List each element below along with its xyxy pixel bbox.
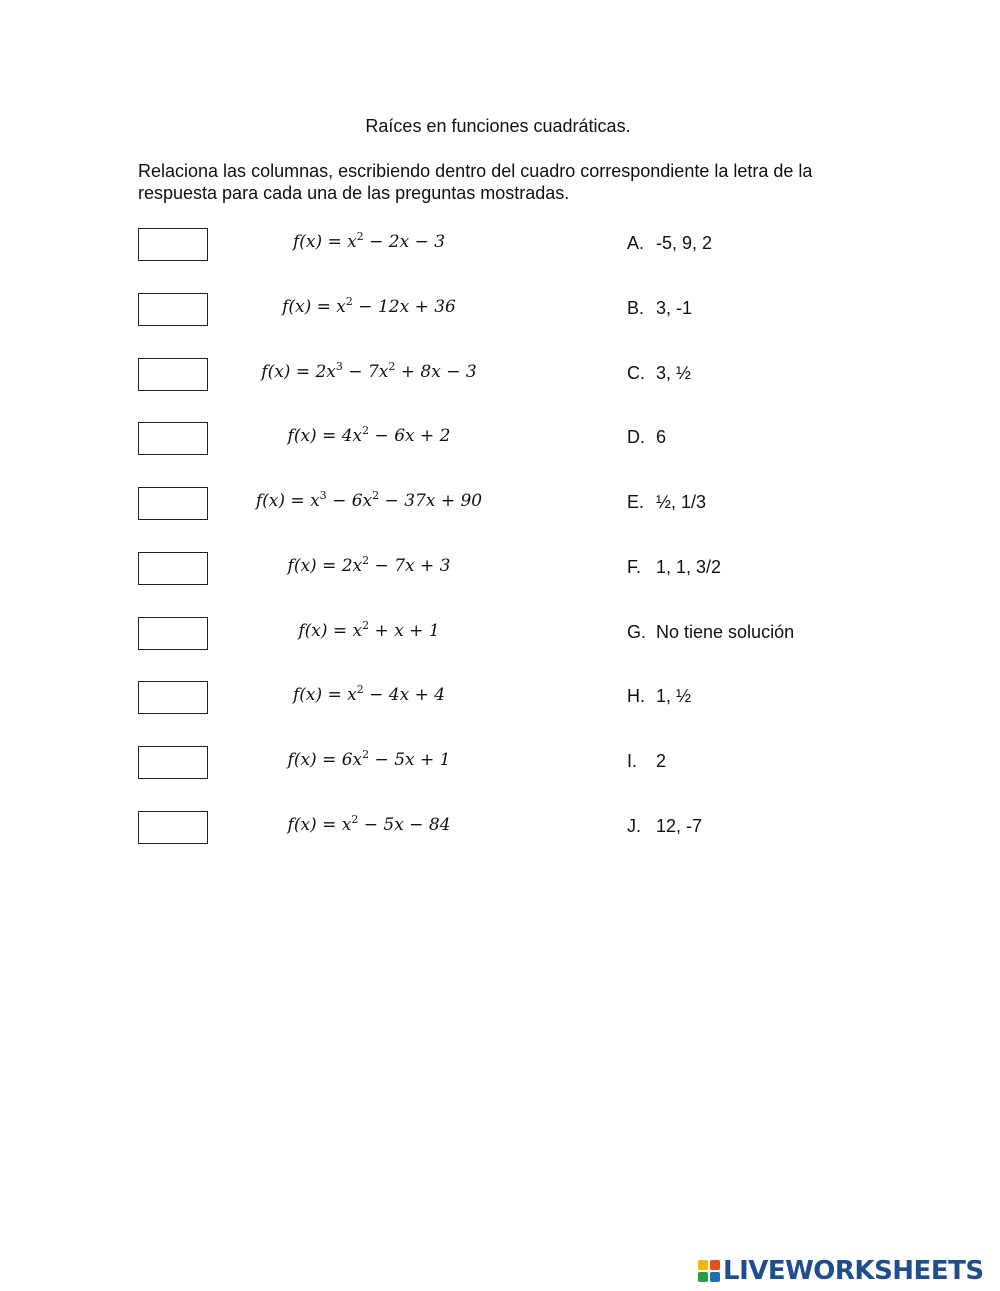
option-answer: No tiene solución [656, 622, 795, 642]
option-letter: B. [627, 298, 645, 318]
matching-row [0, 422, 1000, 456]
function-formula: $f(x) = x^2 - 2x - 3$ [292, 230, 446, 252]
instructions: Relaciona las columnas, escribiendo dentro del cuadro correspondiente la letra de la respuesta para cada una de las preguntas mostradas. [138, 161, 813, 203]
function-formula: $f(x) = x^3 - 6x^2 - 37x + 90$ [255, 489, 483, 511]
answer-box[interactable] [138, 293, 208, 326]
matching-row [0, 487, 1000, 521]
option-letter: C. [627, 363, 645, 383]
option-letter: F. [627, 557, 642, 577]
function-formula: $f(x) = x^2 + x + 1$ [298, 619, 440, 641]
answer-box[interactable] [138, 746, 208, 779]
matching-row [0, 811, 1000, 845]
logo-icon [698, 1260, 720, 1282]
option-answer: 1, ½ [656, 686, 692, 706]
answer-box[interactable] [138, 681, 208, 714]
option-letter: H. [627, 686, 645, 706]
logo-text: LIVEWORKSHEETS [723, 1256, 984, 1286]
liveworksheets-logo [698, 1256, 984, 1286]
option-answer: 1, 1, 3/2 [656, 557, 722, 577]
matching-row [0, 358, 1000, 392]
option-answer: ½, 1/3 [656, 492, 707, 512]
option-answer: 2 [656, 751, 667, 771]
function-formula: $f(x) = x^2 - 5x - 84$ [287, 813, 451, 835]
matching-row [0, 293, 1000, 327]
matching-row [0, 746, 1000, 780]
function-formula: $f(x) = 2x^3 - 7x^2 + 8x - 3$ [261, 360, 477, 382]
option-answer: 6 [656, 427, 667, 447]
function-formula: $f(x) = x^2 - 12x + 36$ [282, 295, 456, 317]
matching-row [0, 681, 1000, 715]
answer-box[interactable] [138, 552, 208, 585]
option-answer: 3, -1 [656, 298, 693, 318]
matching-row [0, 617, 1000, 651]
function-formula: $f(x) = 4x^2 - 6x + 2$ [287, 424, 451, 446]
option-answer: 3, ½ [656, 363, 692, 383]
function-formula: $f(x) = 6x^2 - 5x + 1$ [287, 748, 451, 770]
option-letter: A. [627, 233, 645, 253]
option-answer: 12, -7 [656, 816, 703, 836]
option-answer: -5, 9, 2 [656, 233, 713, 253]
answer-box[interactable] [138, 617, 208, 650]
answer-box[interactable] [138, 487, 208, 520]
option-letter: J. [627, 816, 642, 836]
answer-box[interactable] [138, 422, 208, 455]
option-letter: I. [627, 751, 638, 771]
function-formula: $f(x) = x^2 - 4x + 4$ [292, 683, 446, 705]
option-letter: E. [627, 492, 645, 512]
answer-box[interactable] [138, 358, 208, 391]
option-letter: D. [627, 427, 645, 447]
worksheet-title: Raíces en funciones cuadráticas. [365, 116, 631, 136]
answer-box[interactable] [138, 811, 208, 844]
matching-row [0, 228, 1000, 262]
option-letter: G. [627, 622, 647, 642]
matching-row [0, 552, 1000, 586]
answer-box[interactable] [138, 228, 208, 261]
function-formula: $f(x) = 2x^2 - 7x + 3$ [287, 554, 451, 576]
